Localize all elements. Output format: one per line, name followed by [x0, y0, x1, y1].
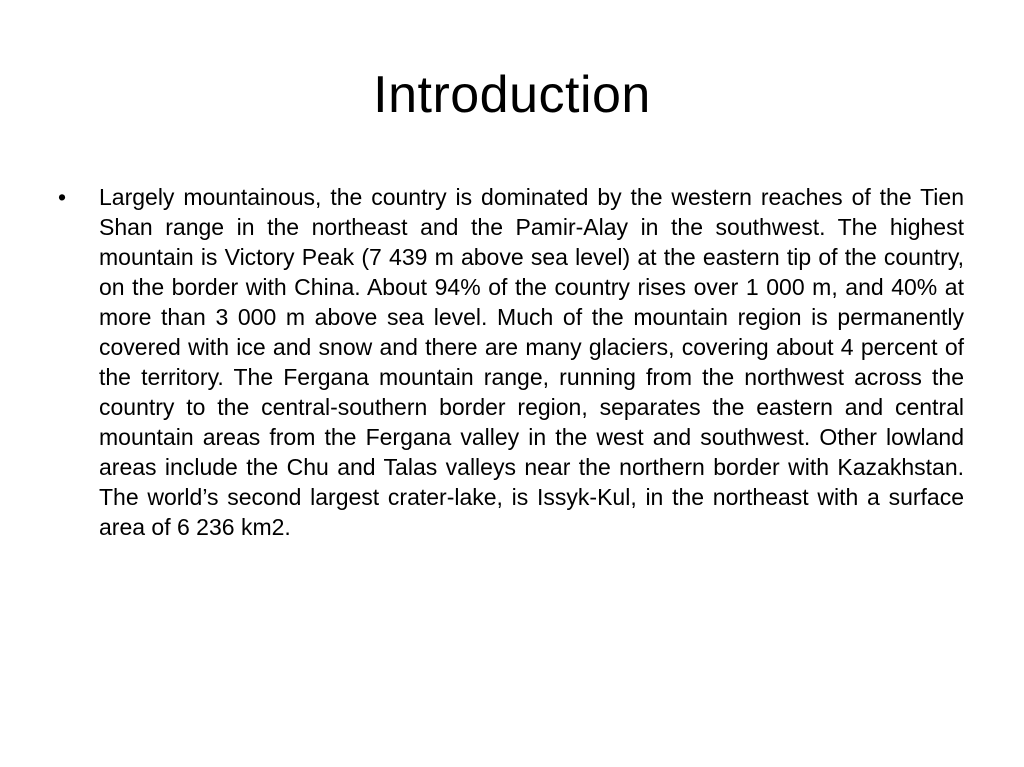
bullet-marker: • — [58, 184, 67, 210]
bullet-list — [58, 182, 964, 542]
bullet-item — [58, 182, 964, 542]
slide-title: Introduction — [373, 66, 651, 124]
bullet-text: Largely mountainous, the country is dominated by the western reaches of the Tien Shan range in the northeast and the Pamir-Alay in the southwest. The highest mountain is Victory Peak (7 439 m above sea level) at the eastern tip of the country, on the border with China. About 94% of the country rises over 1 000 m, and 40% at more than 3 000 m above sea level. Much of the mountain region is permanently covered with ice and snow and there are many glaciers, covering about 4 percent of the territory. The Fergana mountain range, running from the northwest across the country to the central-southern border region, separates the eastern and central mountain areas from the Fergana valley in the west and southwest. Other lowland areas include the Chu and Talas valleys near the northern border with Kazakhstan. The world’s second largest crater-lake, is Issyk-Kul, in the northeast with a surface area of 6 236 km2. — [99, 184, 964, 540]
